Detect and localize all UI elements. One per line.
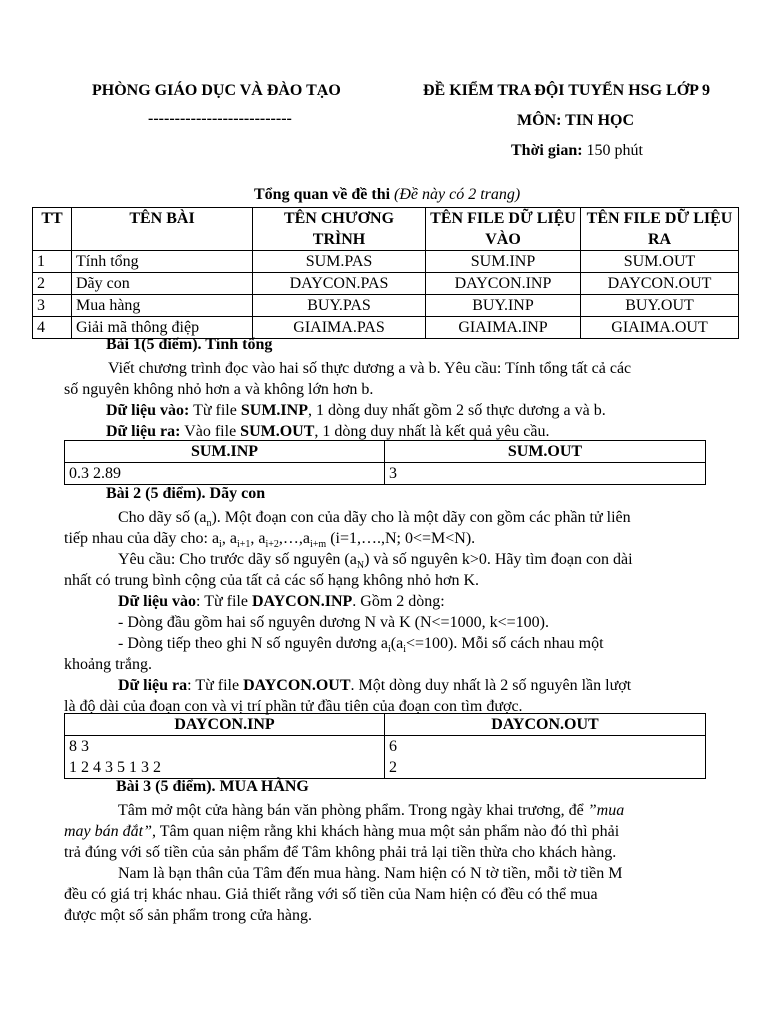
bai3-paragraph2: Nam là bạn thân của Tâm đến mua hàng. Nam hiện có N tờ tiền, mỗi tờ tiền M — [118, 865, 623, 882]
bai3-quote-end: may bán đắt” — [64, 823, 152, 840]
cell-input-file: DAYCON.INP — [426, 273, 581, 295]
bai2-input-line1: - Dòng đầu gồm hai số nguyên dương N và K (N<=1000, k<=100). — [118, 614, 549, 631]
cell-ten-bai: Tính tổng — [72, 251, 253, 273]
line2-mid: (a — [390, 635, 404, 652]
table-row — [33, 295, 739, 317]
bai3-p1-mid: , Tâm quan niệm rằng khi khách hàng mua một sản phẩm nào đó thì phải — [152, 823, 620, 840]
input-text: : Từ file — [196, 593, 252, 610]
table-row — [65, 757, 706, 779]
cell-output-file: SUM.OUT — [581, 251, 739, 273]
col-header-tt: TT — [33, 208, 72, 251]
input-filename: DAYCON.INP — [251, 593, 353, 610]
cell-tt: 4 — [33, 317, 72, 339]
col-header-file-ra: TÊN FILE DỮ LIỆU RA — [581, 208, 739, 251]
overview-header-row — [33, 208, 739, 251]
bai2-output-desc-cont: là độ dài của đoạn con và vị trí phần tử đầu tiên của đoạn con tìm được. — [64, 698, 523, 715]
cell-program: GIAIMA.PAS — [253, 317, 426, 339]
table-row — [33, 273, 739, 295]
bai3-paragraph2-cont: đều có giá trị khác nhau. Giả thiết rằng với số tiền của Nam hiện có đều có thể mua — [64, 886, 598, 903]
bai3-paragraph2-end: được một số sản phẩm trong cửa hàng. — [64, 907, 312, 924]
cell-output-file: DAYCON.OUT — [581, 273, 739, 295]
example-output-header: DAYCON.OUT — [385, 714, 706, 736]
bai2-input-line2-cont: khoảng trắng. — [64, 656, 152, 673]
seq-tail: (i=1,….,N; 0<=M<N). — [326, 530, 476, 547]
org-name: PHÒNG GIÁO DỤC VÀ ĐÀO TẠO — [92, 82, 341, 99]
overview-title — [254, 186, 520, 204]
bai1-input-desc — [106, 400, 738, 421]
bai2-requirement-cont: nhất có trung bình cộng của tất cả các số hạng không nhỏ hơn K. — [64, 572, 480, 589]
seq-sub: i+m — [310, 539, 327, 551]
output-text-tail: , 1 dòng duy nhất là kết quả yêu cầu. — [314, 423, 550, 440]
input-text-tail: . Gồm 2 dòng: — [352, 593, 445, 610]
example-output-header: SUM.OUT — [385, 441, 706, 463]
output-text-tail: . Một dòng duy nhất là 2 số nguyên lần lượt — [350, 677, 632, 694]
cell-output-file: BUY.OUT — [581, 295, 739, 317]
bai3-paragraph1-end: trả đúng với số tiền của sản phẩm để Tâm không phải trả lại tiền thừa cho khách hàng. — [64, 844, 617, 861]
subject-title: MÔN: TIN HỌC — [517, 112, 635, 129]
bai2-p1-end: ). Một đoạn con của dãy cho là một dãy con gồm các phần tử liên — [211, 509, 631, 526]
overview-note: (Đề này có 2 trang) — [394, 186, 521, 203]
col-header-ten-bai: TÊN BÀI — [72, 208, 253, 251]
example-input-cell: 8 3 — [65, 736, 385, 758]
seq-sub: i+1 — [236, 539, 251, 551]
cell-input-file: GIAIMA.INP — [426, 317, 581, 339]
org-underline: --------------------------- — [148, 110, 292, 127]
cell-input-file: BUY.INP — [426, 295, 581, 317]
example-input-header: SUM.INP — [65, 441, 385, 463]
bai1-output-desc — [106, 421, 738, 442]
cell-tt: 3 — [33, 295, 72, 317]
output-label: Dữ liệu ra — [118, 677, 188, 694]
table-row — [65, 463, 706, 485]
bai2-output-desc — [118, 675, 750, 696]
example-input-cell: 0.3 2.89 — [65, 463, 385, 485]
overview-title-text: Tổng quan về đề thi — [254, 186, 391, 203]
time-value: 150 phút — [586, 142, 643, 159]
bai2-input-line2: - Dòng tiếp theo ghi N số nguyên dương $a_i(a_i<=100)$. Mỗi số cách nhau một — [118, 635, 604, 656]
bai1-example-table — [64, 440, 706, 485]
sub-N: N — [356, 560, 365, 572]
output-text: Vào file — [180, 423, 241, 440]
line2-start: - Dòng tiếp theo ghi N số nguyên dương a — [118, 635, 388, 652]
table-row — [33, 251, 739, 273]
output-label: Dữ liệu ra: — [106, 423, 181, 440]
bai3-paragraph1 — [118, 800, 750, 821]
cell-program: DAYCON.PAS — [253, 273, 426, 295]
input-label: Dữ liệu vào: — [106, 402, 190, 419]
input-filename: SUM.INP — [240, 402, 308, 419]
output-filename: SUM.OUT — [240, 423, 315, 440]
time-label: Thời gian: — [511, 142, 583, 159]
bai2-sequence-line: tiếp nhau của dãy cho: $a_i$, $a_{i+1}$, $a_{i+2},\dots,a_{i+m}$ (i=1,….,N; 0<=M<N). — [64, 530, 476, 551]
exam-time — [511, 142, 643, 160]
seq-sub: i — [219, 539, 222, 551]
line2-end: <=100). Mỗi số cách nhau một — [405, 635, 604, 652]
req-start: Yêu cầu: Cho trước dãy số nguyên (a — [118, 551, 357, 568]
example-output-cell: 2 — [385, 757, 706, 779]
seq-text: tiếp nhau của dãy cho: a — [64, 530, 220, 547]
cell-program: BUY.PAS — [253, 295, 426, 317]
req-end: ) và số nguyên k>0. Hãy tìm đoạn con dài — [364, 551, 633, 568]
bai2-p1-start: Cho dãy số (a — [118, 509, 207, 526]
cell-output-file: GIAIMA.OUT — [581, 317, 739, 339]
example-input-header: DAYCON.INP — [65, 714, 385, 736]
cell-ten-bai: Giải mã thông điệp — [72, 317, 253, 339]
cell-ten-bai: Dãy con — [72, 273, 253, 295]
input-label: Dữ liệu vào — [118, 593, 197, 610]
col-header-file-vao: TÊN FILE DỮ LIỆU VÀO — [426, 208, 581, 251]
cell-tt: 2 — [33, 273, 72, 295]
bai1-paragraph-cont: số nguyên không nhỏ hơn a và không lớn hơn b. — [64, 381, 374, 398]
sub-n: n — [206, 518, 212, 530]
table-row — [65, 736, 706, 758]
example-output-cell: 3 — [385, 463, 706, 485]
bai2-example-table — [64, 713, 706, 779]
input-text: Từ file — [189, 402, 241, 419]
bai1-paragraph: Viết chương trình đọc vào hai số thực dương a và b. Yêu cầu: Tính tổng tất cả các — [108, 360, 632, 377]
bai2-heading: Bài 2 (5 điểm). Dãy con — [106, 485, 266, 502]
overview-table — [32, 207, 739, 339]
bai3-p1-start: Tâm mở một cửa hàng bán văn phòng phẩm. Trong ngày khai trương, để — [118, 802, 588, 819]
cell-ten-bai: Mua hàng — [72, 295, 253, 317]
cell-tt: 1 — [33, 251, 72, 273]
example-header-row — [65, 714, 706, 736]
bai3-heading: Bài 3 (5 điểm). MUA HÀNG — [116, 778, 309, 795]
col-header-ten-chuong-trinh: TÊN CHƯƠNG TRÌNH — [253, 208, 426, 251]
example-input-cell: 1 2 4 3 5 1 3 2 — [65, 757, 385, 779]
input-text-tail: , 1 dòng duy nhất gồm 2 số thực dương a và b. — [307, 402, 606, 419]
example-output-cell: 6 — [385, 736, 706, 758]
bai3-paragraph1-cont — [64, 821, 696, 842]
cell-program: SUM.PAS — [253, 251, 426, 273]
example-header-row — [65, 441, 706, 463]
exam-title: ĐỀ KIỂM TRA ĐỘI TUYỂN HSG LỚP 9 — [423, 82, 711, 99]
output-filename: DAYCON.OUT — [243, 677, 351, 694]
cell-input-file: SUM.INP — [426, 251, 581, 273]
bai2-input-desc — [118, 591, 750, 612]
seq-sub: i+2 — [265, 539, 279, 551]
bai3-quote-start: ”mua — [587, 802, 625, 819]
output-text: : Từ file — [187, 677, 244, 694]
bai1-heading: Bài 1(5 điểm). Tính tổng — [106, 336, 273, 353]
